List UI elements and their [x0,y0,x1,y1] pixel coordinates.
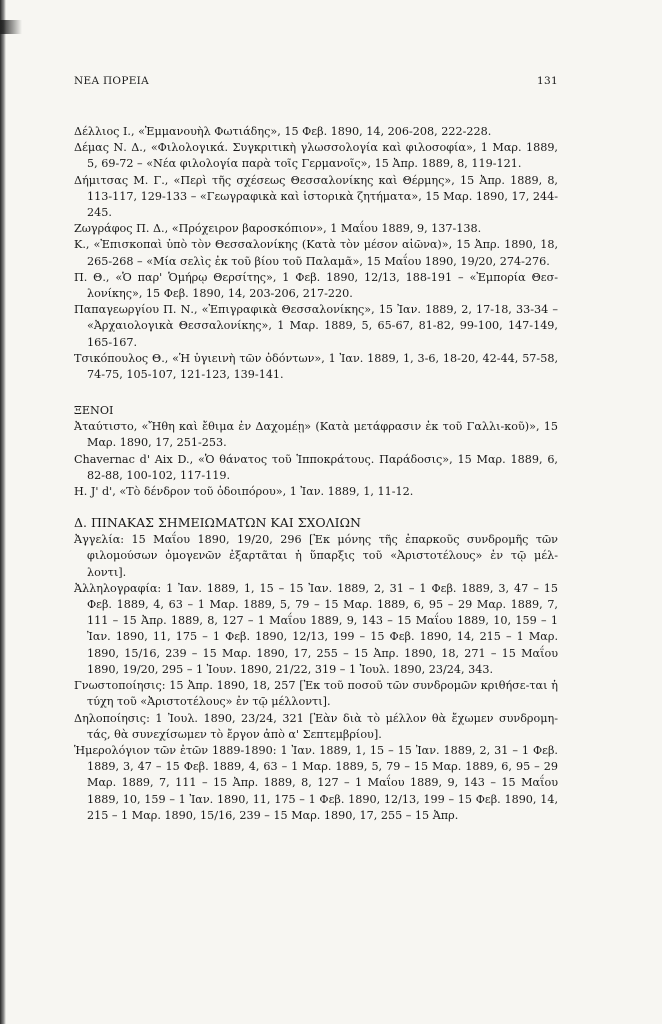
index-entry: Ζωγράφος Π. Δ., «Πρόχειρον βαροσκόπιον», 1 Μαΐου 1889, 9, 137-138. [74,222,482,236]
index-entry: Γνωστοποίησις: 15 Ἀπρ. 1890, 18, 257 [Ἐκ τοῦ ποσοῦ τῶν συνδρομῶν κριθήσε-ται ἡ τύχη τοῦ «Ἀριστοτέλους» ἐν τῷ μέλλοντι]. [74,679,558,709]
foreign-authors-list [74,419,558,500]
journal-title: ΝΕΑ ΠΟΡΕΙΑ [74,75,149,87]
index-entry: Η. J' d', «Τὸ δένδρον τοῦ ὁδοιπόρου», 1 Ἰαν. 1889, 1, 11-12. [74,485,414,499]
index-entry: Τσικόπουλος Θ., «Ἡ ὑγιεινὴ τῶν ὀδόντων», 1 Ἰαν. 1889, 1, 3-6, 18-20, 42-44, 57-58, 74-75, 105-107, 121-123, 139-141. [74,351,558,382]
page-content [74,124,558,824]
index-entry: Δέμας Ν. Δ., «Φιλολογικά. Συγκριτικὴ γλωσσολογία καὶ φιλοσοφία», 1 Μαρ. 1889, 5, 69-72 – «Νέα φιλολογία παρὰ τοῖς Γερμανοῖς», 15 Ἀπρ. 1889, 8, 119-121. [74,141,558,171]
index-entry: Ἡμερολόγιον τῶν ἐτῶν 1889-1890: 1 Ἰαν. 1889, 1, 15 – 15 Ἰαν. 1889, 2, 31 – 1 Φεβ. 1889, 3, 47 – 15 Φεβ. 1889, 4, 63 – 1 Μαρ. 1889, 5, 79 – 15 Μαρ. 1889, 6, 95 – 29 Μαρ. 1889, 7, 111 – 15 Ἀπρ. 1889, 8, 127 – 1 Μαΐου 1889, 9, 143 – 15 Μαΐου 1889, 10, 159 – 1 Ἰαν. 1890, 11, 175 – 1 Φεβ. 1890, 12/13, 199 – 15 Φεβ. 1890, 14, 215 – 1 Μαρ. 1890, 15/16, 239 – 15 Μαρ. 1890, 17, 255 – 15 Ἀπρ. [74,743,558,822]
index-entry: Ἀταύτιστο, «Ἤθη καὶ ἔθιμα ἐν Δαχομέῃ» (Κατὰ μετάφρασιν ἐκ τοῦ Γαλλι-κοῦ)», 15 Μαρ. 1890, 17, 251-253. [74,420,558,450]
index-entry: Παπαγεωργίου Π. Ν., «Ἐπιγραφικὰ Θεσσαλονίκης», 15 Ἰαν. 1889, 2, 17-18, 33-34 – «Ἀρχαιολογικὰ Θεσσαλονίκης», 1 Μαρ. 1889, 5, 65-67, 81-82, 99-100, 147-149, 165-167. [74,303,558,349]
section-heading-index: Δ. ΠΙΝΑΚΑΣ ΣΗΜΕΙΩΜΑΤΩΝ ΚΑΙ ΣΧΟΛΙΩΝ [74,515,361,531]
notes-index-list [74,532,558,824]
index-entry: Ἀγγελία: 15 Μαΐου 1890, 19/20, 296 [Ἐκ μόνης τῆς ἐπαρκοῦς συνδρομῆς τῶν φιλομούσων ὁμογενῶν ἐξαρτᾶται ἡ ὕπαρξις τοῦ «Ἀριστοτέλους» ἐν τῷ μέλ-λοντι]. [74,533,558,579]
index-entry: Δηλοποίησις: 1 Ἰουλ. 1890, 23/24, 321 [Ἐὰν διὰ τὸ μέλλον θὰ ἔχωμεν συνδρομη-τάς, θὰ συνεχίσωμεν τὸ ἔργον ἀπὸ α' Σεπτεμβρίου]. [74,711,558,741]
index-entry: Δέλλιος Ι., «Ἐμμανουὴλ Φωτιάδης», 15 Φεβ. 1890, 14, 206-208, 222-228. [74,125,492,138]
index-entry: Κ., «Ἐπισκοπαὶ ὑπὸ τὸν Θεσσαλονίκης (Κατὰ τὸν μέσον αἰῶνα)», 15 Ἀπρ. 1890, 18, 265-268 – «Μία σελὶς ἐκ τοῦ βίου τοῦ Παλαμᾶ», 15 Μαΐου 1890, 19/20, 274-276. [74,238,558,268]
page-number: 131 [537,75,558,87]
section-heading-foreign: ΞΕΝΟΙ [74,404,114,418]
book-spine-shadow [0,0,6,1024]
index-entry: Ἀλληλογραφία: 1 Ἰαν. 1889, 1, 15 – 15 Ἰαν. 1889, 2, 31 – 1 Φεβ. 1889, 3, 47 – 15 Φεβ. 1889, 4, 63 – 1 Μαρ. 1889, 5, 79 – 15 Μαρ. 1889, 6, 95 – 29 Μαρ. 1889, 7, 111 – 15 Ἀπρ. 1889, 8, 127 – 1 Μαΐου 1889, 9, 143 – 15 Μαΐου 1889, 10, 159 – 1 Ἰαν. 1890, 11, 175 – 1 Φεβ. 1890, 12/13, 199 – 15 Φεβ. 1890, 14, 215 – 1 Μαρ. 1890, 15/16, 239 – 15 Μαρ. 1890, 17, 255 – 15 Ἀπρ. 1890, 18, 271 – 15 Μαΐου 1890, 19/20, 295 – 1 Ἰουν. 1890, 21/22, 319 – 1 Ἰουλ. 1890, 23/24, 343. [74,581,558,676]
book-spine-mark [0,20,22,34]
index-entry: Chavernac d' Aix D., «Ὁ θάνατος τοῦ Ἱπποκράτους. Παράδοσις», 15 Μαρ. 1889, 6, 82-88, 100-102, 117-119. [74,452,558,482]
index-entry: Δήμιτσας Μ. Γ., «Περὶ τῆς σχέσεως Θεσσαλονίκης καὶ Θέρμης», 15 Ἀπρ. 1889, 8, 113-117, 129-133 – «Γεωγραφικὰ καὶ ἱστορικὰ ζητήματα», 15 Μαρ. 1890, 17, 244-245. [74,173,558,220]
author-index-list [74,124,558,383]
index-entry: Π. Θ., «Ὁ παρ' Ὁμήρῳ Θερσίτης», 1 Φεβ. 1890, 12/13, 188-191 – «Ἐμπορία Θεσ-λονίκης», 15 Φεβ. 1890, 14, 203-206, 217-220. [74,270,558,301]
